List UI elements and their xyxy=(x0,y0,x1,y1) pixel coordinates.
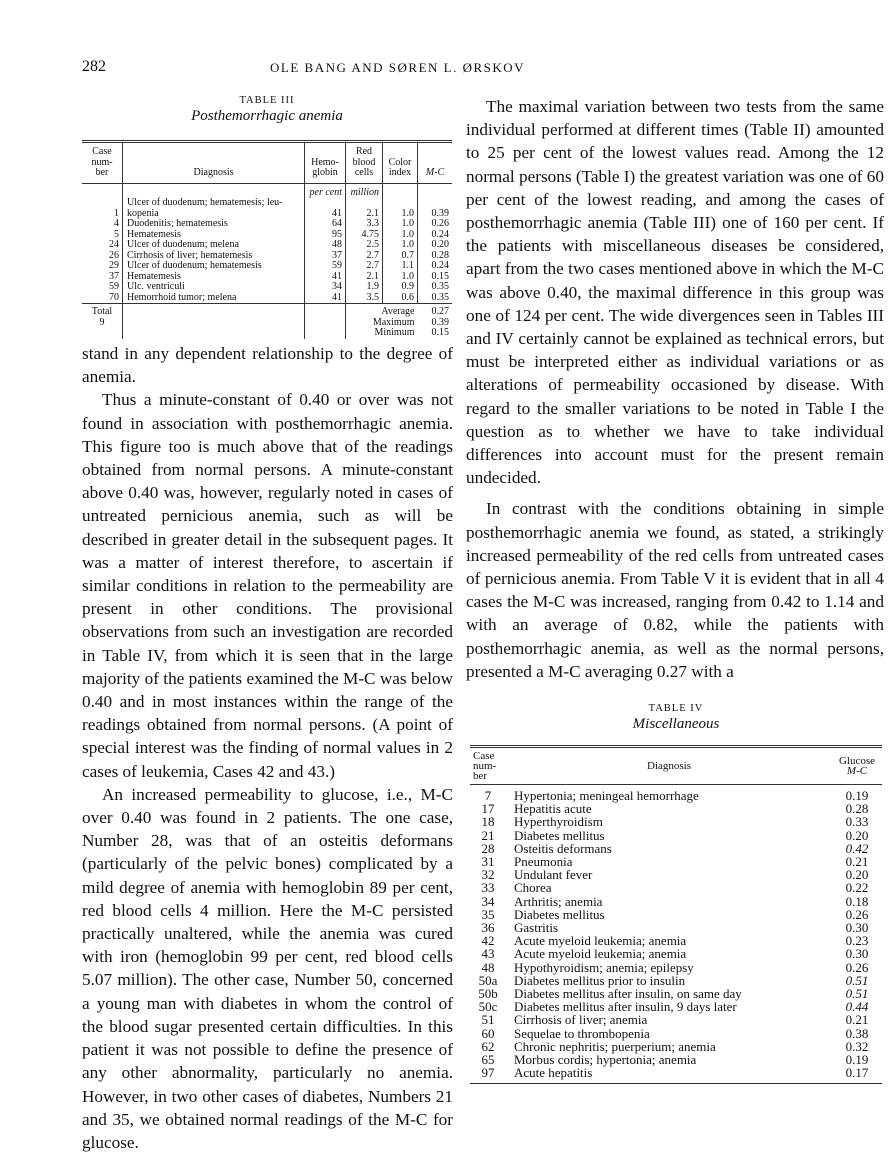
table-cell: Diabetes mellitus after insulin, 9 days later xyxy=(514,999,737,1015)
table-row xyxy=(82,261,452,272)
table-cell: 33 xyxy=(481,880,495,896)
table-cell: 34 xyxy=(305,282,346,293)
col-mc: M-C xyxy=(846,765,868,777)
table-row xyxy=(470,1027,882,1040)
table-cell: 2.1 xyxy=(346,272,383,283)
table-cell: Acute myeloid leukemia; anemia xyxy=(514,946,687,962)
summary-value: 0.27 xyxy=(418,304,453,318)
table-cell: 4 xyxy=(82,219,123,230)
table-cell: Morbus cordis; hypertonia; anemia xyxy=(514,1052,697,1068)
table-cell: 41 xyxy=(305,293,346,304)
table-cell: 0.24 xyxy=(431,260,449,271)
unit-cell xyxy=(383,183,418,198)
table-cell: Hemorrhoid tumor; melena xyxy=(123,293,305,304)
table-row xyxy=(470,1013,882,1026)
unit-cell xyxy=(418,183,453,198)
summary-label: Average xyxy=(346,304,418,318)
col-glucose: Glucose xyxy=(838,755,876,767)
table-cell: 70 xyxy=(82,293,123,304)
paragraph: The maximal variation between two tests from the same individual performed at different times (Table II) amounted to 25 per cent of the lowest values read. Among the 12 normal persons (Table I) the greatest variation was one of 60 per cent of the lowest reading, and among the cases of posthemorrhagic anemia (Table III) one of 160 per cent. If the patients with miscellaneous diseases be considered, apart from the two cases mentioned above in which the M-C was above 0.40, the maximal difference in this group was one of 124 per cent. The wide divergences seen in Tables III and IV certainly cannot be explained as technical errors, but must be interpreted either as individual variations or as alterations of permeability occasioned by disease. With regard to the smaller variations to be noted in Table I the question as to whether we have to take individual differences into account must for the present remain undecided. xyxy=(466,97,884,488)
table-cell: 32 xyxy=(481,867,495,883)
table-cell: Diabetes mellitus xyxy=(514,827,605,843)
table-cell: Ulcer of duodenum; hematemesis xyxy=(123,261,305,272)
table-cell: Hematemesis xyxy=(123,272,305,283)
col-hemoglobin: Hemo- globin xyxy=(305,142,346,184)
table4-caption xyxy=(470,703,882,733)
summary-row xyxy=(82,328,452,339)
right-column-text xyxy=(466,95,884,683)
col-mc: M-C xyxy=(418,142,453,184)
table-cell: 0.22 xyxy=(845,880,869,896)
table-cell: 0.39 xyxy=(431,207,449,219)
table-cell: 36 xyxy=(481,920,495,936)
table-cell: 0.23 xyxy=(845,933,869,949)
table-cell: 0.33 xyxy=(845,814,869,830)
col-diagnosis: Diagnosis xyxy=(123,142,305,184)
table-cell: 62 xyxy=(481,1038,495,1054)
table-cell: 50c xyxy=(478,999,498,1015)
table-cell: 2.5 xyxy=(346,240,383,251)
unit-cell xyxy=(123,183,305,198)
unit-cell: million xyxy=(346,183,383,198)
unit-cell: per cent xyxy=(305,183,346,198)
table-cell: Arthritis; anemia xyxy=(514,893,603,909)
table-cell: 0.7 xyxy=(383,251,418,262)
table-cell: 0.30 xyxy=(845,946,869,962)
table-cell: 34 xyxy=(481,893,495,909)
summary-label: Minimum xyxy=(374,327,415,338)
table-row xyxy=(470,829,882,842)
table-cell: 1.9 xyxy=(346,282,383,293)
table-cell: Duodenitis; hematemesis xyxy=(123,219,305,230)
table-row xyxy=(470,895,882,908)
table-cell: 0.51 xyxy=(845,986,869,1002)
table-cell: 42 xyxy=(481,933,495,949)
table-row xyxy=(82,293,452,304)
table-cell: 0.17 xyxy=(845,1065,869,1081)
table-row xyxy=(82,240,452,251)
total-cell xyxy=(82,328,123,339)
left-column-text xyxy=(82,342,453,1154)
table-cell: 17 xyxy=(481,801,495,817)
table3-caption xyxy=(82,95,452,125)
table-cell: 65 xyxy=(481,1052,495,1068)
col-diagnosis: Diagnosis xyxy=(506,747,832,785)
col-case: Case num- ber xyxy=(470,747,506,785)
table-row xyxy=(470,785,882,803)
table-cell: 97 xyxy=(481,1065,495,1081)
table-row xyxy=(82,282,452,293)
table-cell: 0.26 xyxy=(845,959,869,975)
table-cell: 0.32 xyxy=(845,1038,869,1054)
table-cell: Chorea xyxy=(514,880,552,896)
table-cell: Hepatitis acute xyxy=(514,801,592,817)
table-cell: Osteitis deformans xyxy=(514,840,612,856)
table4-title: Miscellaneous xyxy=(632,716,720,732)
table-cell: Pneumonia xyxy=(514,854,573,870)
summary-value: 0.15 xyxy=(431,327,449,338)
table-cell: 0.30 xyxy=(845,920,869,936)
table-cell: 26 xyxy=(82,251,123,262)
table-cell: 64 xyxy=(305,219,346,230)
table-cell: 1.1 xyxy=(383,261,418,272)
summary-row xyxy=(82,304,452,318)
table-cell: 5 xyxy=(82,230,123,241)
table-cell: Cirrhosis of liver; anemia xyxy=(514,1012,648,1028)
table-cell: 18 xyxy=(481,814,495,830)
table-cell: 0.18 xyxy=(845,893,869,909)
table-cell: 0.26 xyxy=(845,906,869,922)
table-cell: 29 xyxy=(82,261,123,272)
paragraph: stand in any dependent relationship to the degree of anemia. xyxy=(82,344,453,387)
table4-label: TABLE IV xyxy=(648,703,704,714)
table-row xyxy=(470,961,882,974)
table-cell: 0.35 xyxy=(431,291,449,303)
table-cell: 1.0 xyxy=(383,230,418,241)
table-cell: 37 xyxy=(82,272,123,283)
table-cell: Acute hepatitis xyxy=(514,1065,593,1081)
table-cell: 37 xyxy=(305,251,346,262)
table-cell: Sequelae to thrombopenia xyxy=(514,1025,650,1041)
table-cell: 0.15 xyxy=(431,270,449,282)
table-cell: 0.21 xyxy=(845,854,869,870)
table-cell: 0.20 xyxy=(845,827,869,843)
summary-value: 0.39 xyxy=(431,316,449,328)
table-cell: 24 xyxy=(82,240,123,251)
table-cell: Hyperthyroidism xyxy=(514,814,603,830)
table-cell: Diabetes mellitus prior to insulin xyxy=(514,972,686,988)
table-cell: 0.20 xyxy=(431,239,449,250)
table-cell: Acute myeloid leukemia; anemia xyxy=(514,933,687,949)
table-cell: Diabetes mellitus xyxy=(514,906,605,922)
table-cell: 0.51 xyxy=(845,972,869,988)
table-cell: 3.3 xyxy=(346,219,383,230)
table-cell: 0.20 xyxy=(845,867,869,883)
table-cell: 41 xyxy=(305,198,346,219)
paragraph: In contrast with the conditions obtaining in simple posthemorrhagic anemia we found, as stated, a strikingly increased permeability of the red cells from untreated cases of pernicious anemia. From Table V it is evident that in all 4 cases the M-C was increased, ranging from 0.42 to 1.14 and with an average of 0.82, while the patients with posthemorrhagic anemia, as well as the normal persons, presented a M-C averaging 0.27 with a xyxy=(466,499,884,681)
table-cell: 0.6 xyxy=(383,293,418,304)
table-cell: 0.19 xyxy=(845,788,869,803)
table4 xyxy=(470,745,882,1084)
table-cell: 28 xyxy=(481,840,495,856)
table3-label: TABLE III xyxy=(239,95,295,106)
table-cell: 35 xyxy=(481,906,495,922)
table-cell: 43 xyxy=(481,946,495,962)
units-row xyxy=(82,183,452,198)
table-cell: Undulant fever xyxy=(514,867,593,883)
paragraph: Thus a minute-constant of 0.40 or over was not found in association with posthemorrhagic anemia. This figure too is much above that of the readings obtained from normal persons. A minute-constant above 0.40 was, however, regularly noted in cases of untreated pernicious anemia, such as will be described in greater detail in the subsequent pages. It was a matter of interest therefore, to ascertain if similar conditions in relation to the permeability are present in other conditions. The provisional observations from such an investigation are recorded in Table IV, from which it is seen that in the large majority of the patients examined the M-C was below 0.40 and in most instances within the range of the readings obtained from normal persons. (A point of special interest was the finding of normal values in 2 cases of leukemia, Cases 42 and 43.) xyxy=(82,390,453,781)
table-cell: 0.19 xyxy=(845,1052,869,1068)
table-cell: 0.35 xyxy=(431,281,449,292)
table-cell: 48 xyxy=(481,959,495,975)
table-row xyxy=(470,815,882,828)
table-cell: Gastritis xyxy=(514,920,559,936)
table-cell: 41 xyxy=(305,272,346,283)
summary-label: Maximum xyxy=(372,316,415,328)
table-cell: Cirrhosis of liver; hematemesis xyxy=(123,251,305,262)
table-cell: 50b xyxy=(478,986,498,1002)
table-cell: Diabetes mellitus after insulin, on same day xyxy=(514,986,742,1002)
total-cell: 9 xyxy=(82,318,123,329)
table-cell: 2.7 xyxy=(346,251,383,262)
table-cell: 59 xyxy=(82,282,123,293)
table-row xyxy=(82,219,452,230)
table-cell: Ulcer of duodenum; melena xyxy=(123,240,305,251)
table-row xyxy=(470,881,882,894)
col-color-index: Color index xyxy=(383,142,418,184)
table-cell: Chronic nephritis; puerperium; anemia xyxy=(514,1038,716,1054)
table-row xyxy=(82,198,452,219)
table-cell: 0.44 xyxy=(845,999,869,1015)
table-cell: 3.5 xyxy=(346,293,383,304)
table-cell: Ulcer of duodenum; hematemesis; leu-kopenia xyxy=(123,198,305,219)
col-case: Case num- ber xyxy=(82,142,123,184)
table-cell: 0.38 xyxy=(845,1025,869,1041)
running-head: OLE BANG AND SØREN L. ØRSKOV xyxy=(270,60,526,75)
table-cell: 0.26 xyxy=(431,218,449,229)
table-cell: 1.0 xyxy=(383,272,418,283)
table-cell: 0.28 xyxy=(845,801,869,817)
table-cell: Hematemesis xyxy=(123,230,305,241)
page-number: 282 xyxy=(82,58,106,75)
table-cell: 0.24 xyxy=(431,228,449,240)
table-cell: Hypertonia; meningeal hemorrhage xyxy=(514,788,699,803)
table-cell: Ulc. ventriculi xyxy=(123,282,305,293)
table-cell: 7 xyxy=(484,788,492,803)
table-cell: 2.7 xyxy=(346,261,383,272)
table-cell: 0.21 xyxy=(845,1012,869,1028)
total-cell: Total xyxy=(82,304,123,318)
table-cell: 50a xyxy=(478,972,498,988)
table3-title: Posthemorrhagic anemia xyxy=(191,108,343,124)
table-cell: 31 xyxy=(481,854,495,870)
table-cell: 1.0 xyxy=(383,198,418,219)
table-cell: 48 xyxy=(305,240,346,251)
table-cell: 0.28 xyxy=(431,249,449,261)
table-cell: 21 xyxy=(481,827,495,843)
table-cell: 1 xyxy=(82,198,123,219)
table-cell: 1.0 xyxy=(383,240,418,251)
table-cell: 51 xyxy=(481,1012,495,1028)
table-cell: 95 xyxy=(305,230,346,241)
table-cell: 0.9 xyxy=(383,282,418,293)
table-row xyxy=(470,1066,882,1084)
table-cell: 1.0 xyxy=(383,219,418,230)
paragraph: An increased permeability to glucose, i.e., M-C over 0.40 was found in 2 patients. The one case, Number 28, was that of an osteitis deformans (particularly of the pelvic bones) complicated by a mild degree of anemia with hemoglobin 89 per cent, red blood cells 4 million. Here the M-C persisted practically unaltered, while the anemia was cured with iron (hemoglobin 99 per cent, red blood cells 5.07 million). The other case, Number 50, concerned a young man with diabetes in whom the control of the blood sugar presented certain difficulties. In this patient it was not possible to define the presence of any other abnormality, particularly no anemia. However, in two other cases of diabetes, Numbers 21 and 35, we obtained normal readings of the M-C for glucose. xyxy=(82,784,453,1152)
table-cell: 0.42 xyxy=(845,840,869,856)
table3 xyxy=(82,140,452,339)
table-cell: Hypothyroidism; anemia; epilepsy xyxy=(514,959,694,975)
col-rbc: Red blood cells xyxy=(346,142,383,184)
table-cell: 59 xyxy=(305,261,346,272)
table-cell: 2.1 xyxy=(346,198,383,219)
table-cell: 4.75 xyxy=(346,230,383,241)
table-row xyxy=(470,947,882,960)
unit-cell xyxy=(82,183,123,198)
table-cell: 60 xyxy=(481,1025,495,1041)
